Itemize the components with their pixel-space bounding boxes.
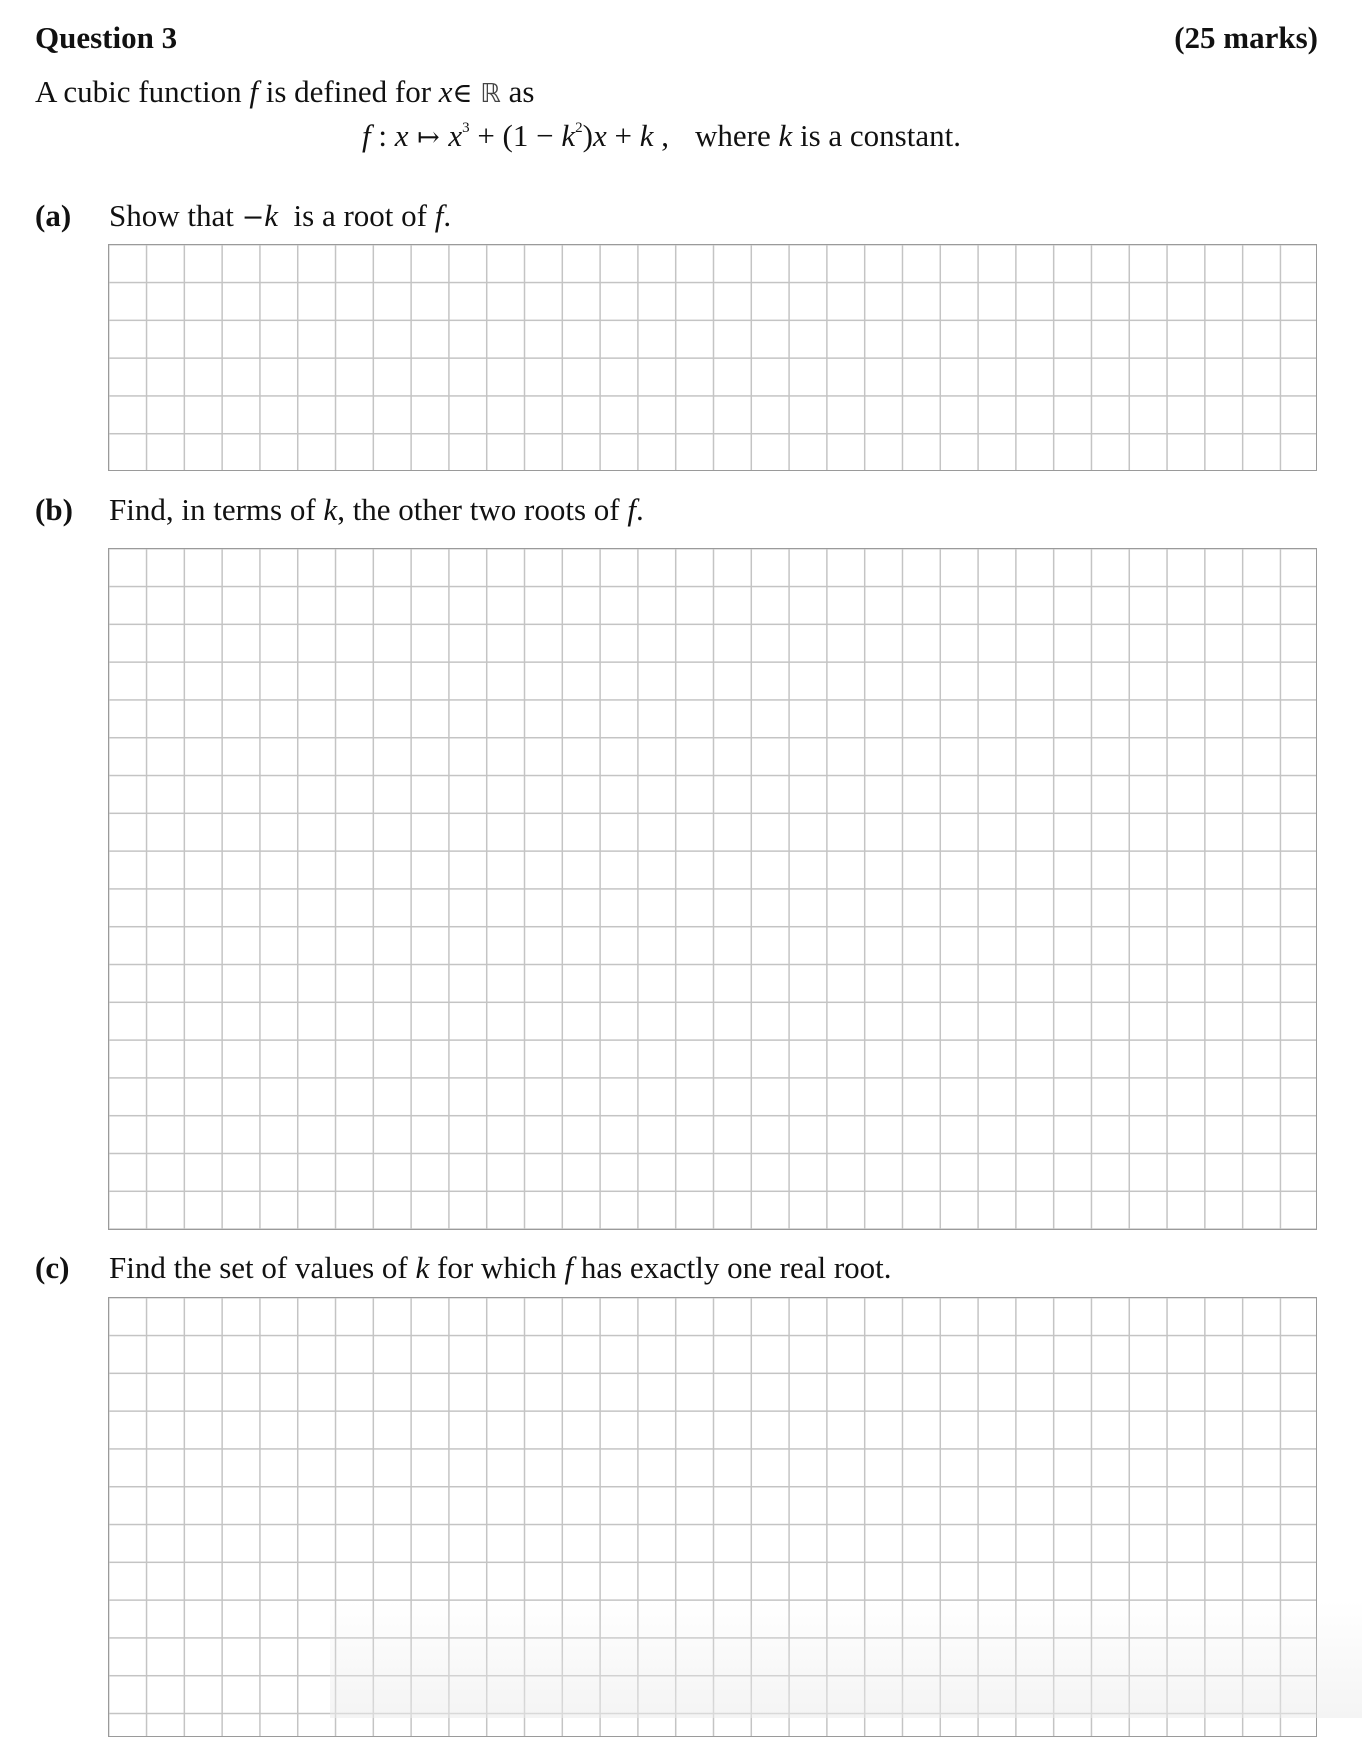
part-c-pre: Find the set of values of <box>109 1250 416 1285</box>
part-b-text <box>109 492 644 528</box>
formula-plus2: + <box>606 118 640 153</box>
part-b-pre: Find, in terms of <box>109 492 324 527</box>
intro-text-before: A cubic function <box>35 74 250 109</box>
intro-x: x <box>438 74 453 109</box>
part-a-minus: − <box>241 202 265 233</box>
part-b-k: k <box>323 492 338 527</box>
part-b-end: . <box>635 492 644 527</box>
formula-k3: k <box>778 118 793 153</box>
part-a-end: . <box>443 198 452 233</box>
maps-to-symbol: ↦ <box>408 122 449 153</box>
formula-f: f <box>362 118 371 153</box>
part-c-text <box>109 1250 892 1286</box>
exponent-3: 3 <box>462 120 470 136</box>
formula-colon: : <box>370 118 395 153</box>
formula-k2: k <box>639 118 654 153</box>
intro-f: f <box>249 74 258 109</box>
question-title: Question 3 <box>35 20 178 55</box>
part-a-text <box>109 198 451 234</box>
formula-x1: x <box>394 118 409 153</box>
answer-grid-c[interactable] <box>108 1297 1317 1737</box>
part-a-f: f <box>434 198 444 233</box>
part-b-f: f <box>627 492 636 527</box>
part-c-mid: for which <box>429 1250 565 1285</box>
part-c-label: (c) <box>35 1250 70 1285</box>
function-definition <box>362 118 961 154</box>
part-a-k: k <box>264 198 279 233</box>
reals-symbol: ℝ <box>480 79 501 109</box>
formula-x3: x <box>592 118 607 153</box>
part-b-mid: , the other two roots of <box>337 492 628 527</box>
formula-close: ) <box>582 118 593 153</box>
formula-k1: k <box>561 118 576 153</box>
part-c-end: has exactly one real root. <box>573 1250 892 1285</box>
formula-x2: x <box>448 118 463 153</box>
exponent-2: 2 <box>575 120 583 136</box>
part-a-post: is a root of <box>278 198 435 233</box>
formula-where: where <box>694 118 779 153</box>
part-c-f: f <box>564 1250 574 1285</box>
element-of-symbol: ∈ <box>452 78 473 109</box>
intro-text <box>35 74 534 110</box>
formula-comma: , <box>653 118 669 153</box>
part-c-k: k <box>415 1250 430 1285</box>
part-a-label: (a) <box>35 198 72 233</box>
intro-as: as <box>500 74 535 109</box>
formula-plus1: + (1 − <box>469 118 562 153</box>
part-a-pre: Show that <box>109 198 242 233</box>
answer-grid-b[interactable] <box>108 548 1317 1230</box>
part-b-label: (b) <box>35 492 73 527</box>
formula-constant: is a constant. <box>792 118 961 153</box>
marks-label: (25 marks) <box>1174 20 1318 55</box>
intro-text-mid: is defined for <box>258 74 439 109</box>
answer-grid-a[interactable] <box>108 244 1317 471</box>
